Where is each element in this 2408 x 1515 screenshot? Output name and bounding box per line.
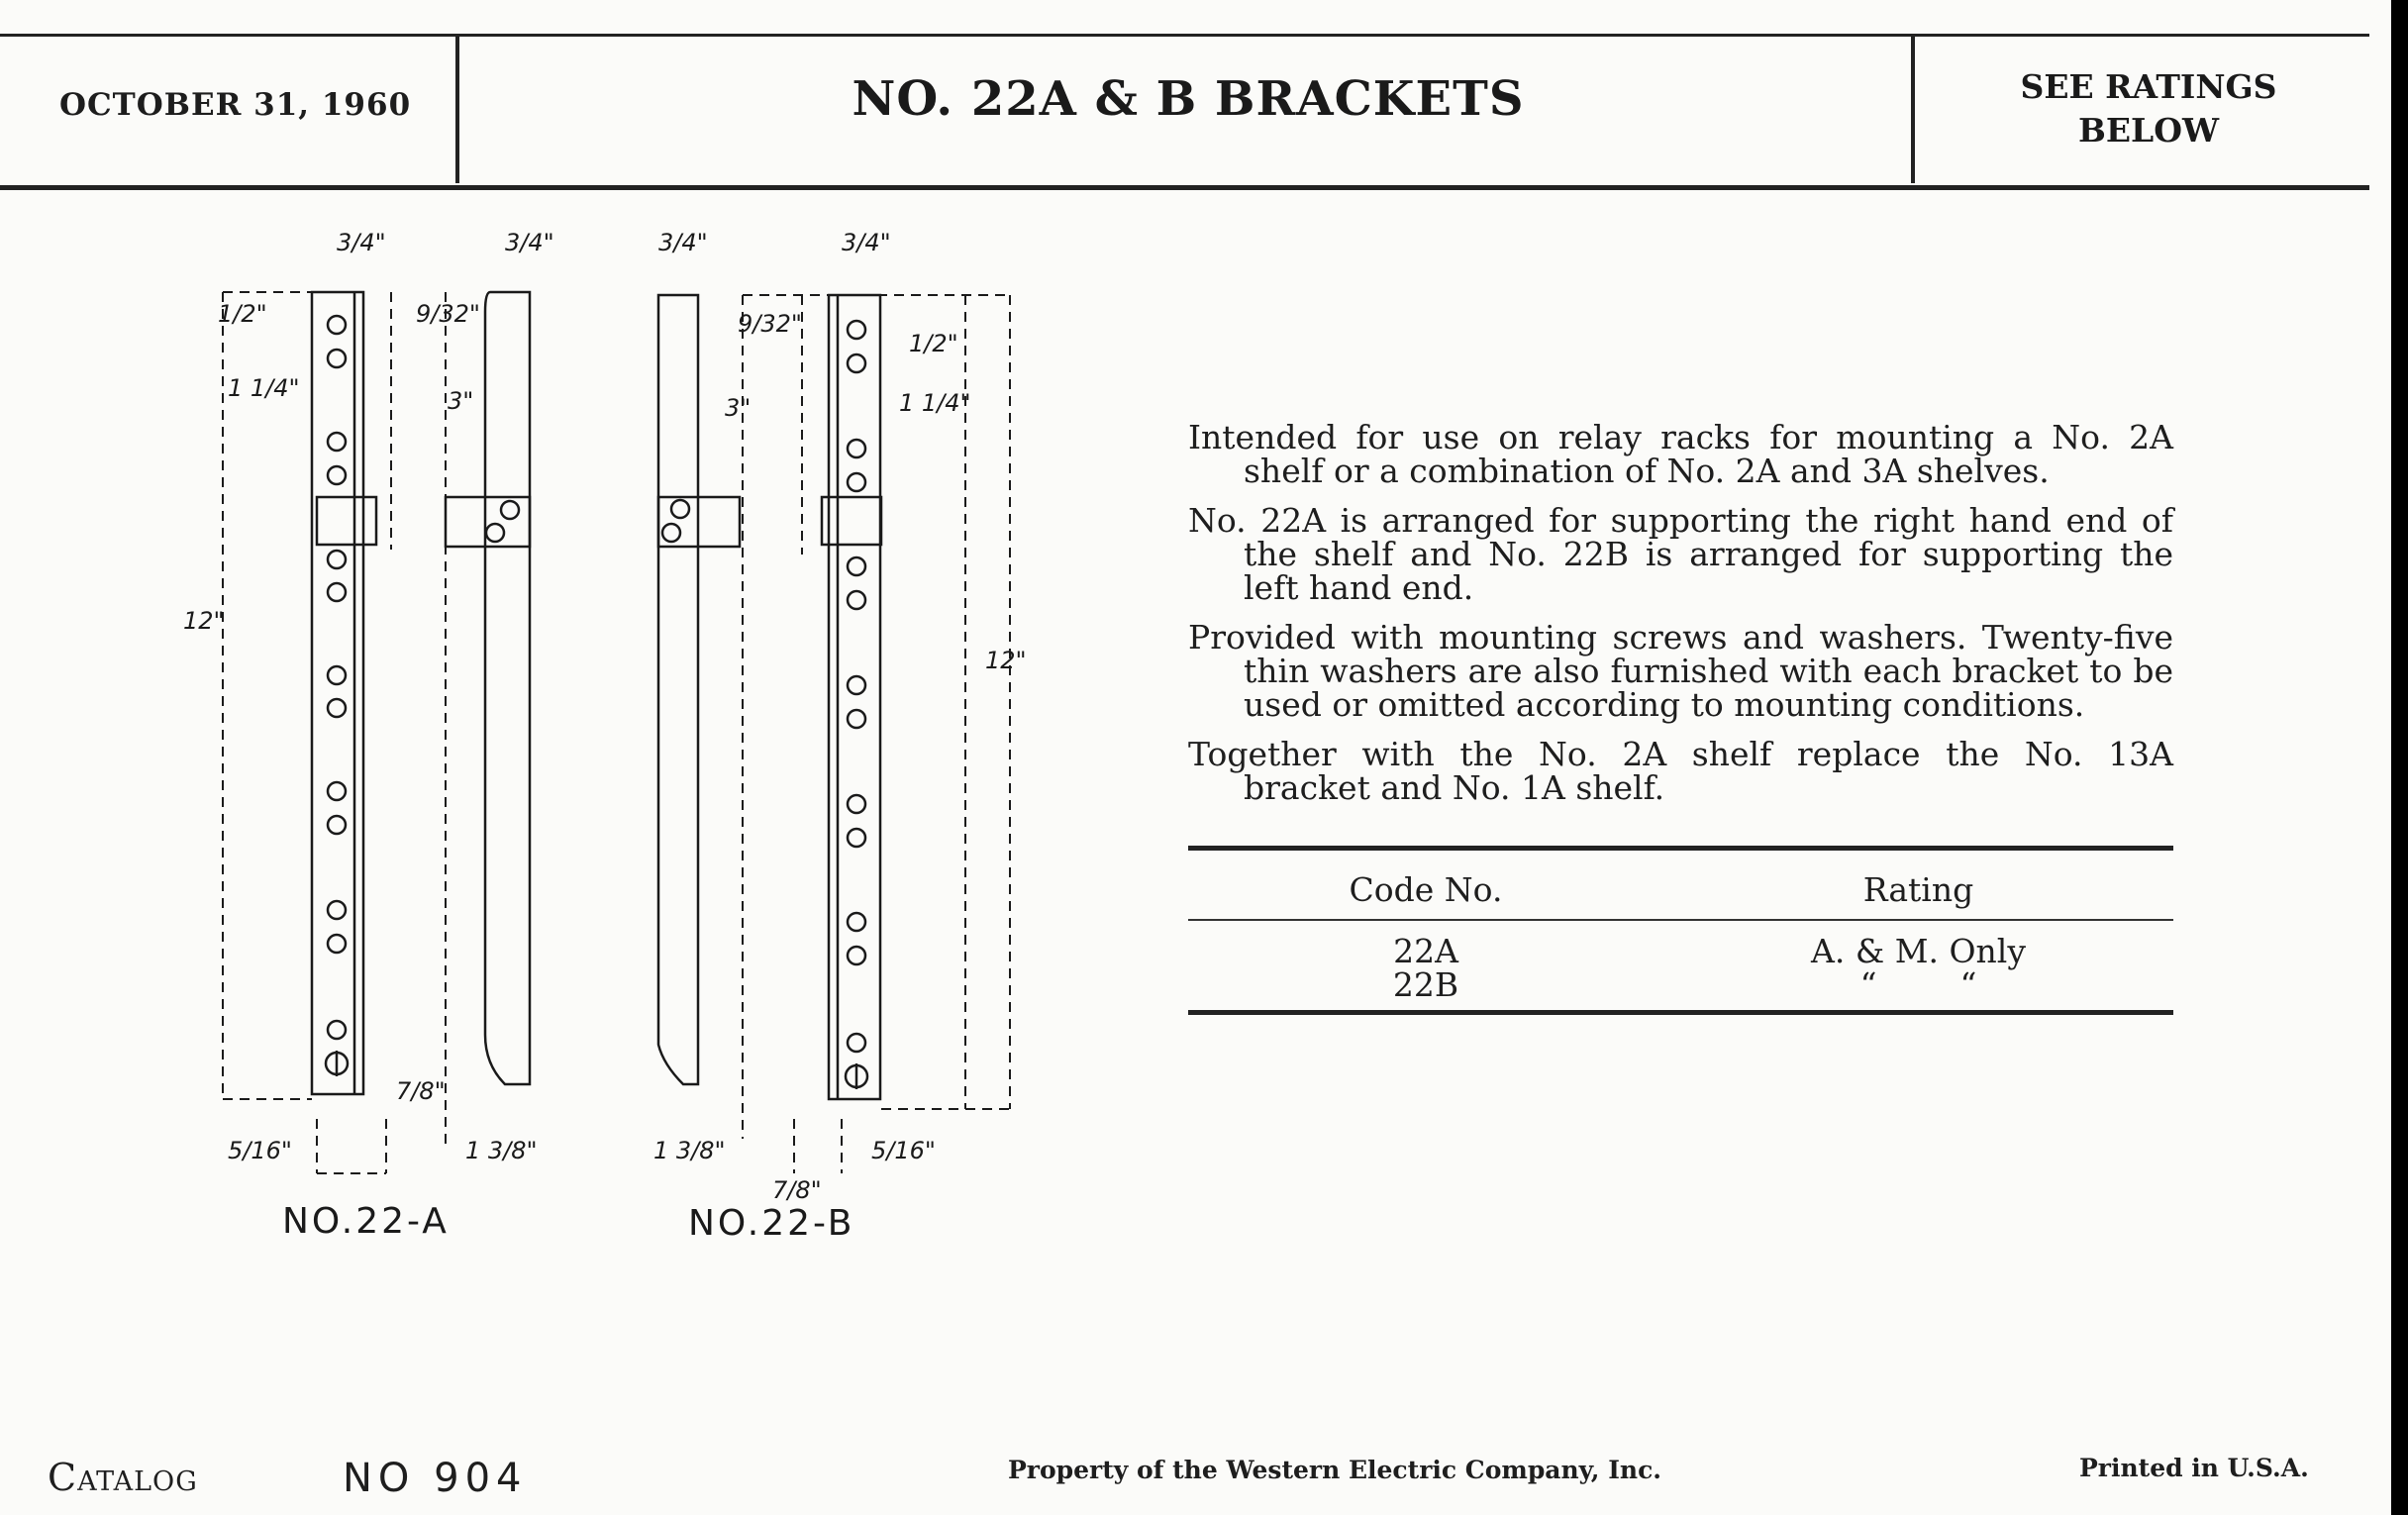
bracket-a-profile [485, 292, 530, 1084]
dim-b-profile-width: 3/4" [658, 229, 708, 256]
printed-notice: Printed in U.S.A. [2079, 1454, 2309, 1482]
dim-b-edge: 5/16" [871, 1137, 936, 1164]
table-body-row [1188, 921, 2173, 1010]
ratings-table [1188, 846, 2173, 1015]
catalog-label: Catalog [48, 1456, 198, 1499]
bracket-drawing [183, 223, 1079, 1253]
dim-a-depth: 1 3/8" [465, 1137, 538, 1164]
header-date: OCTOBER 31, 1960 [59, 87, 412, 123]
dim-b-width: 3/4" [842, 229, 891, 256]
header-code-no: Code No. [1349, 870, 1503, 909]
page-title: NO. 22A & B BRACKETS [852, 71, 1525, 127]
drawing-label-22a: NO.22-A [282, 1201, 450, 1242]
header-divider-left [455, 37, 459, 183]
bracket-b-holes [846, 321, 867, 1089]
bracket-a-tab [317, 497, 376, 545]
rating-note-line1: SEE RATINGS [2020, 67, 2277, 106]
rating-note-line2: BELOW [2077, 111, 2220, 150]
dim-a-offset: 7/8" [396, 1077, 446, 1105]
dim-a-profile-width: 3/4" [505, 229, 554, 256]
catalog-number [48, 1456, 528, 1501]
catalog-no: NO 904 [343, 1456, 528, 1501]
description-paragraph: Intended for use on relay racks for mounting a No. 2A shelf or a combination of No. 2A and 3A shelves. [1188, 418, 2173, 490]
table-rule-bottom [1188, 1010, 2173, 1015]
header-rating: Rating [1862, 870, 1974, 909]
bracket-b-tab [822, 497, 881, 545]
dim-a-edge: 5/16" [228, 1137, 292, 1164]
dim-b-depth: 1 3/8" [653, 1137, 726, 1164]
bracket-b-profile [658, 295, 698, 1084]
dim-a-length: 12" [183, 607, 225, 635]
dim-a-spacing: 1 1/4" [228, 374, 300, 402]
description-paragraph: Together with the No. 2A shelf replace the No. 13A bracket and No. 1A shelf. [1188, 735, 2173, 807]
description-paragraph: No. 22A is arranged for supporting the right hand end of the shelf and No. 22B is arranged for supporting the left hand end. [1188, 501, 2173, 607]
header-divider-right [1911, 37, 1915, 183]
table-header-row [1188, 851, 2173, 919]
drawing-label-22b: NO.22-B [688, 1203, 855, 1244]
dim-b-tab-height: 3" [725, 394, 752, 422]
bracket-a-holes [326, 316, 348, 1076]
cell-ratings: A. & M. Only “ “ [1811, 932, 2026, 1004]
property-notice: Property of the Western Electric Company, Inc. [1008, 1456, 1662, 1484]
dim-a-half: 1/2" [218, 300, 267, 328]
dim-b-offset: 7/8" [772, 1176, 822, 1204]
dim-a-top-offset: 9/32" [416, 300, 480, 328]
dim-a-width: 3/4" [337, 229, 386, 256]
description-paragraph: Provided with mounting screws and washers. Twenty-five thin washers are also furnished with each bracket to be used or omitted according to mounting conditions. [1188, 618, 2173, 724]
dim-b-spacing: 1 1/4" [899, 389, 971, 417]
dim-b-top-offset: 9/32" [738, 310, 802, 338]
dim-b-length: 12" [985, 647, 1027, 674]
cell-codes: 22A 22B [1392, 932, 1459, 1004]
dim-a-tab-height: 3" [448, 387, 474, 415]
header-rating-note [1926, 65, 2371, 152]
dim-b-half: 1/2" [909, 330, 958, 357]
description-text [1188, 418, 2173, 821]
